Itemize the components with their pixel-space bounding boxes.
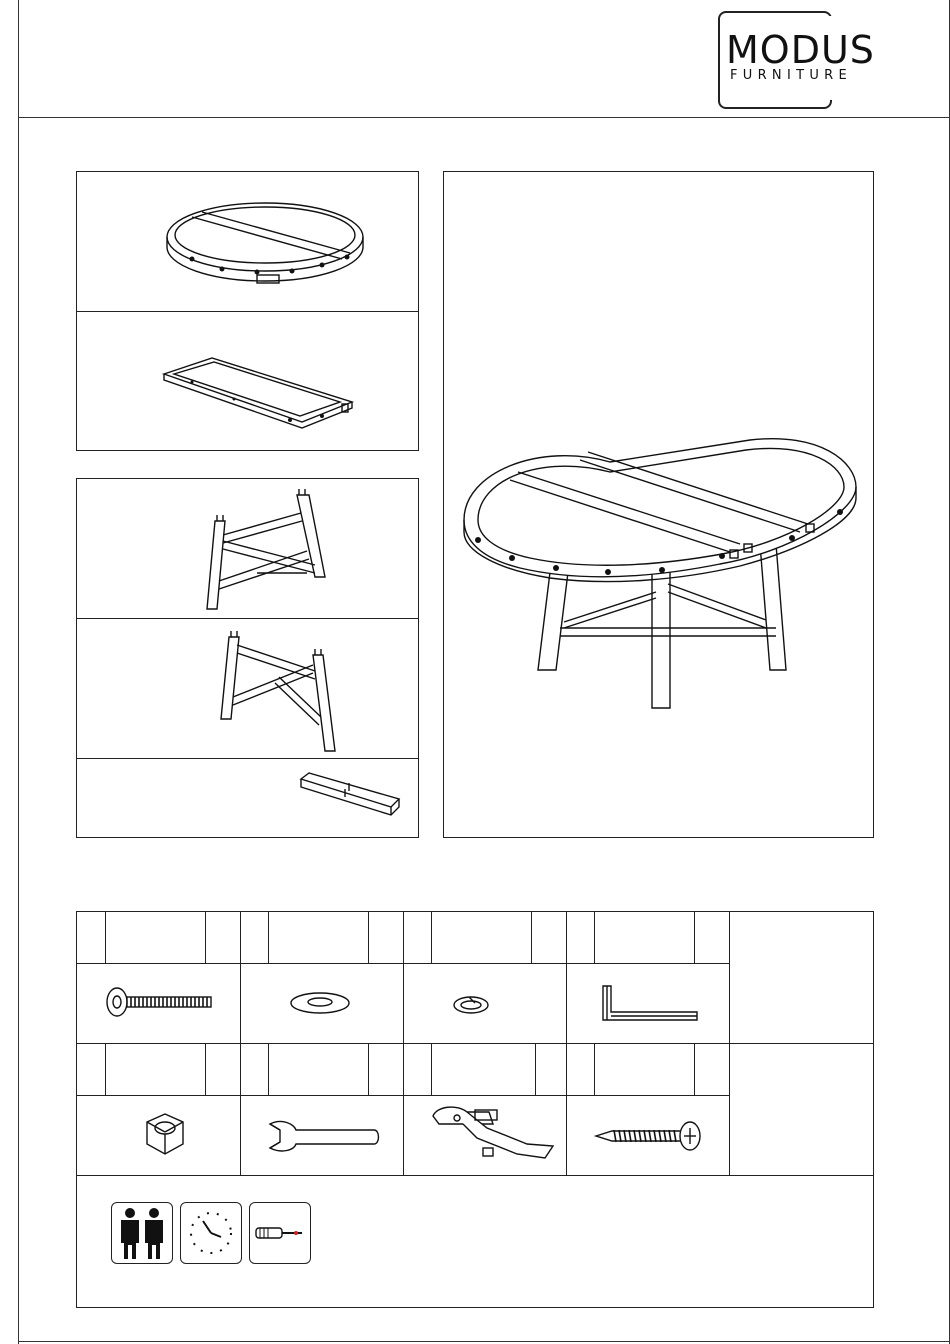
flat-washer-icon [288,990,352,1016]
header-divider [18,117,950,118]
panel-divider [77,311,418,312]
stretcher-bar-illustration [299,769,409,819]
leg-frame-b-illustration [209,625,349,755]
assembled-table-illustration [460,432,860,712]
wrench-icon [264,1118,384,1154]
screwdriver-icon [249,1202,311,1264]
clock-icon [180,1202,242,1264]
latch-clip-icon [427,1102,557,1166]
brand-subname: FURNITURE [730,68,852,83]
leg-frame-a-illustration [197,485,337,613]
brand-name: MODUS [726,28,875,72]
round-tabletop-illustration [162,197,372,292]
base-components-panel [76,478,419,838]
page-border-left [18,0,19,1344]
panel-divider [77,618,418,619]
hardware-table-frame [76,911,874,1308]
assembled-table-panel [443,171,874,838]
allen-key-icon [599,982,699,1026]
two-person-icon [111,1202,173,1264]
spring-washer-icon [449,994,493,1016]
page-border-bottom [18,1341,950,1342]
hex-nut-icon [139,1110,189,1158]
panel-divider [77,758,418,759]
wood-screw-icon [592,1118,704,1154]
bolt-icon [103,984,215,1020]
tabletop-components-panel [76,171,419,451]
table-leaf-illustration [162,352,357,432]
